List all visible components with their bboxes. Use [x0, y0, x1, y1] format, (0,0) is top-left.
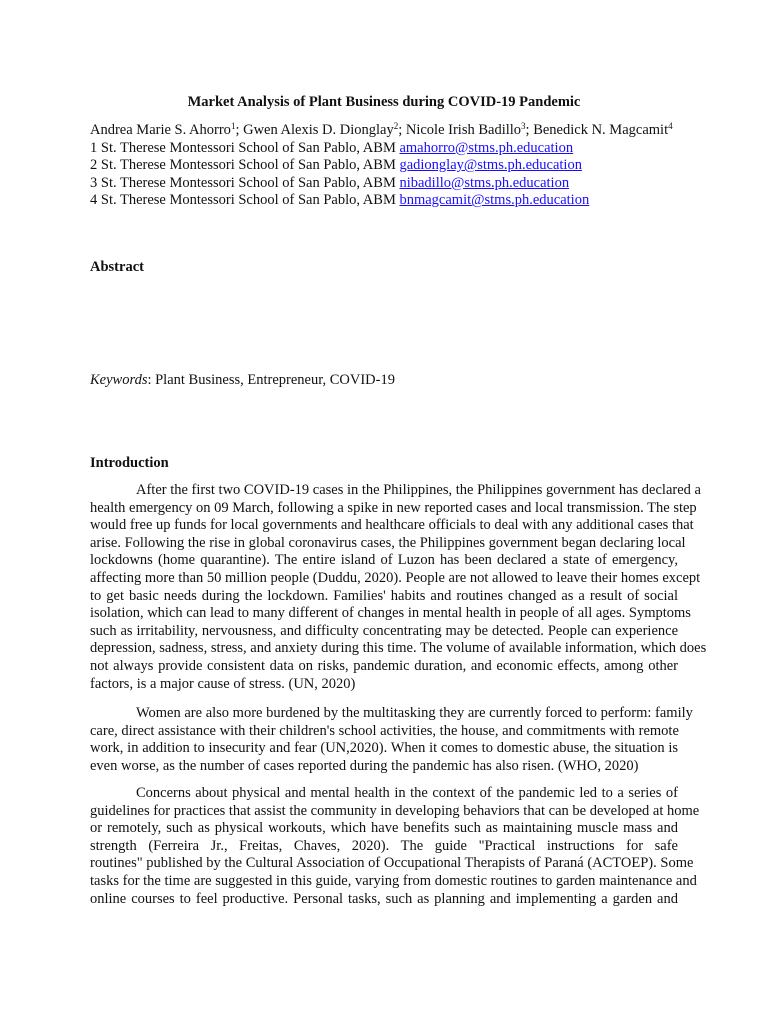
- text-line: After the first two COVID-19 cases in the Philippines, the Philippines government has declared a: [136, 482, 701, 498]
- author-name: Andrea Marie S. Ahorro: [90, 122, 231, 138]
- text-line: depression, sadness, stress, and anxiety during this time. The volume of available information, which does: [90, 640, 707, 657]
- affiliation-text: 1 St. Therese Montessori School of San Pablo, ABM: [90, 139, 400, 156]
- text-line: to get basic needs during the lockdown. Families' habits and routines changed as a result of social: [90, 587, 678, 604]
- email-link[interactable]: gadionglay@stms.ph.education: [399, 157, 582, 174]
- text-line: would free up funds for local governments and healthcare officials to deal with any additional cases that: [90, 517, 694, 534]
- author: [533, 122, 672, 138]
- author: [90, 122, 243, 138]
- paragraph: [90, 785, 700, 908]
- author-sup: 2: [393, 121, 399, 131]
- author-sep: ;: [398, 122, 406, 138]
- affiliation: [90, 157, 673, 175]
- keywords-label: Keywords: [90, 372, 148, 388]
- introduction-heading: Introduction: [90, 455, 169, 471]
- text-line: Women are also more burdened by the multitasking they are currently forced to perform: family: [136, 705, 693, 721]
- email-link[interactable]: bnmagcamit@stms.ph.education: [399, 192, 590, 209]
- author-name: Nicole Irish Badillo: [405, 122, 522, 138]
- text-line: factors, is a major cause of stress. (UN, 2020): [90, 675, 356, 692]
- affiliation: [90, 175, 673, 193]
- paper-title: Market Analysis of Plant Business during COVID-19 Pandemic: [187, 94, 581, 110]
- author-sup: 1: [230, 121, 236, 131]
- affiliation-text: 2 St. Therese Montessori School of San Pablo, ABM: [90, 157, 400, 174]
- text-line: not always provide consistent data on risks, pandemic duration, and economic effects, among other: [90, 657, 678, 674]
- keywords-text: : Plant Business, Entrepreneur, COVID-19: [147, 372, 395, 388]
- author: [243, 122, 406, 138]
- author: [406, 122, 533, 138]
- author-name: Benedick N. Magcamit: [533, 122, 669, 138]
- author-sep: ;: [525, 122, 534, 138]
- text-line: guidelines for practices that assist the community in developing behaviors that can be developed at home: [90, 802, 700, 819]
- affiliation-text: 4 St. Therese Montessori School of San Pablo, ABM: [90, 192, 400, 209]
- affiliation: [90, 140, 673, 158]
- email-link[interactable]: amahorro@stms.ph.education: [399, 139, 574, 156]
- affiliation: [90, 192, 673, 210]
- paragraph: [90, 482, 707, 693]
- text-line: routines" published by the Cultural Association of Occupational Therapists of Paraná (ACTOEP). Some: [90, 855, 694, 872]
- text-line: tasks for the time are suggested in this guide, varying from domestic routines to garden maintenance and: [90, 872, 697, 889]
- email-link[interactable]: nibadillo@stms.ph.education: [399, 174, 570, 191]
- text-line: Concerns about physical and mental health in the context of the pandemic led to a series of: [136, 785, 678, 801]
- author-name: Gwen Alexis D. Dionglay: [243, 122, 394, 138]
- author-sup: 4: [668, 121, 673, 131]
- affiliation-text: 3 St. Therese Montessori School of San Pablo, ABM: [90, 174, 400, 191]
- text-line: work, in addition to insecurity and fear (UN,2020). When it comes to domestic abuse, the situation is: [90, 740, 678, 757]
- text-line: isolation, which can lead to many different of changes in mental health in people of all ages. Symptoms: [90, 605, 691, 622]
- paragraph: [90, 705, 693, 775]
- author-block: [90, 122, 673, 210]
- abstract-heading: Abstract: [90, 259, 144, 275]
- text-line: or remotely, such as physical workouts, which have benefits such as maintaining muscle mass and: [90, 820, 678, 837]
- author-sup: 3: [521, 121, 526, 131]
- text-line: such as irritability, nervousness, and difficulty concentrating may be detected. People can experience: [90, 622, 678, 639]
- text-line: even worse, as the number of cases reported during the pandemic has also risen. (WHO, 2020): [90, 757, 639, 774]
- text-line: affecting more than 50 million people (Duddu, 2020). People are not allowed to leave their homes except: [90, 569, 701, 586]
- text-line: lockdowns (home quarantine). The entire island of Luzon has been declared a state of emergency,: [90, 552, 678, 569]
- author-sep: ;: [235, 122, 244, 138]
- text-line: strength (Ferreira Jr., Freitas, Chaves, 2020). The guide "Practical instructions for safe: [90, 837, 678, 854]
- text-line: arise. Following the rise in global coronavirus cases, the Philippines government began declaring local: [90, 534, 686, 551]
- keywords: [90, 372, 395, 389]
- author-line: [90, 122, 673, 140]
- text-line: online courses to feel productive. Personal tasks, such as planning and implementing a garden and: [90, 890, 678, 907]
- text-line: care, direct assistance with their children's school activities, the house, and commitments with remote: [90, 722, 679, 739]
- text-line: health emergency on 09 March, following a spike in new reported cases and local transmission. The step: [90, 499, 697, 516]
